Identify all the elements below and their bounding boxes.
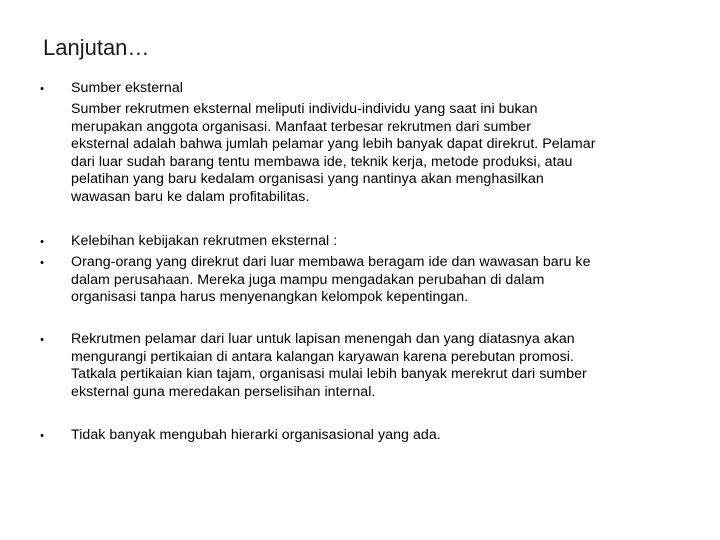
bullet-marker: •	[40, 257, 44, 269]
bullet-line: Kelebihan kebijakan rekrutmen eksternal :	[71, 233, 338, 249]
bullet-marker: •	[40, 236, 44, 248]
bullet-line: Rekrutmen pelamar dari luar untuk lapisan menengah dan yang diatasnya akan	[71, 331, 575, 347]
bullet-marker: •	[40, 83, 44, 95]
bullet-line: dalam perusahaan. Mereka juga mampu mengadakan perubahan di dalam	[71, 271, 545, 288]
bullet-line: Orang-orang yang direkrut dari luar membawa beragam ide dan wawasan baru ke	[71, 254, 591, 270]
bullet-line: organisasi tanpa harus menyenangkan kelompok kepentingan.	[71, 289, 469, 305]
bullet-marker: •	[40, 430, 44, 442]
bullet-line: wawasan baru ke dalam profitabilitas.	[71, 188, 310, 205]
bullet-line: Tidak banyak mengubah hierarki organisasional yang ada.	[71, 427, 441, 443]
bullet-line: eksternal adalah bahwa jumlah pelamar yang lebih banyak dapat direkrut. Pelamar	[71, 136, 596, 152]
bullet-line: Sumber rekrutmen eksternal meliputi individu-individu yang saat ini bukan	[71, 101, 538, 117]
slide-title: Lanjutan…	[43, 35, 150, 60]
bullet-line: eksternal guna meredakan perselisihan internal.	[71, 383, 376, 400]
bullet-heading: Sumber eksternal	[71, 80, 183, 96]
bullet-line: Tatkala pertikaian kian tajam, organisasi mulai lebih banyak merekrut dari sumber	[71, 366, 587, 382]
bullet-line: pelatihan yang baru kedalam organisasi yang nantinya akan menghasilkan	[71, 171, 544, 187]
bullet-line: mengurangi pertikaian di antara kalangan karyawan karena perebutan promosi.	[71, 348, 574, 365]
bullet-line: dari luar sudah barang tentu membawa ide, teknik kerja, metode produksi, atau	[71, 153, 573, 170]
bullet-line: merupakan anggota organisasi. Manfaat terbesar rekrutmen dari sumber	[71, 118, 532, 135]
bullet-marker: •	[40, 334, 44, 346]
